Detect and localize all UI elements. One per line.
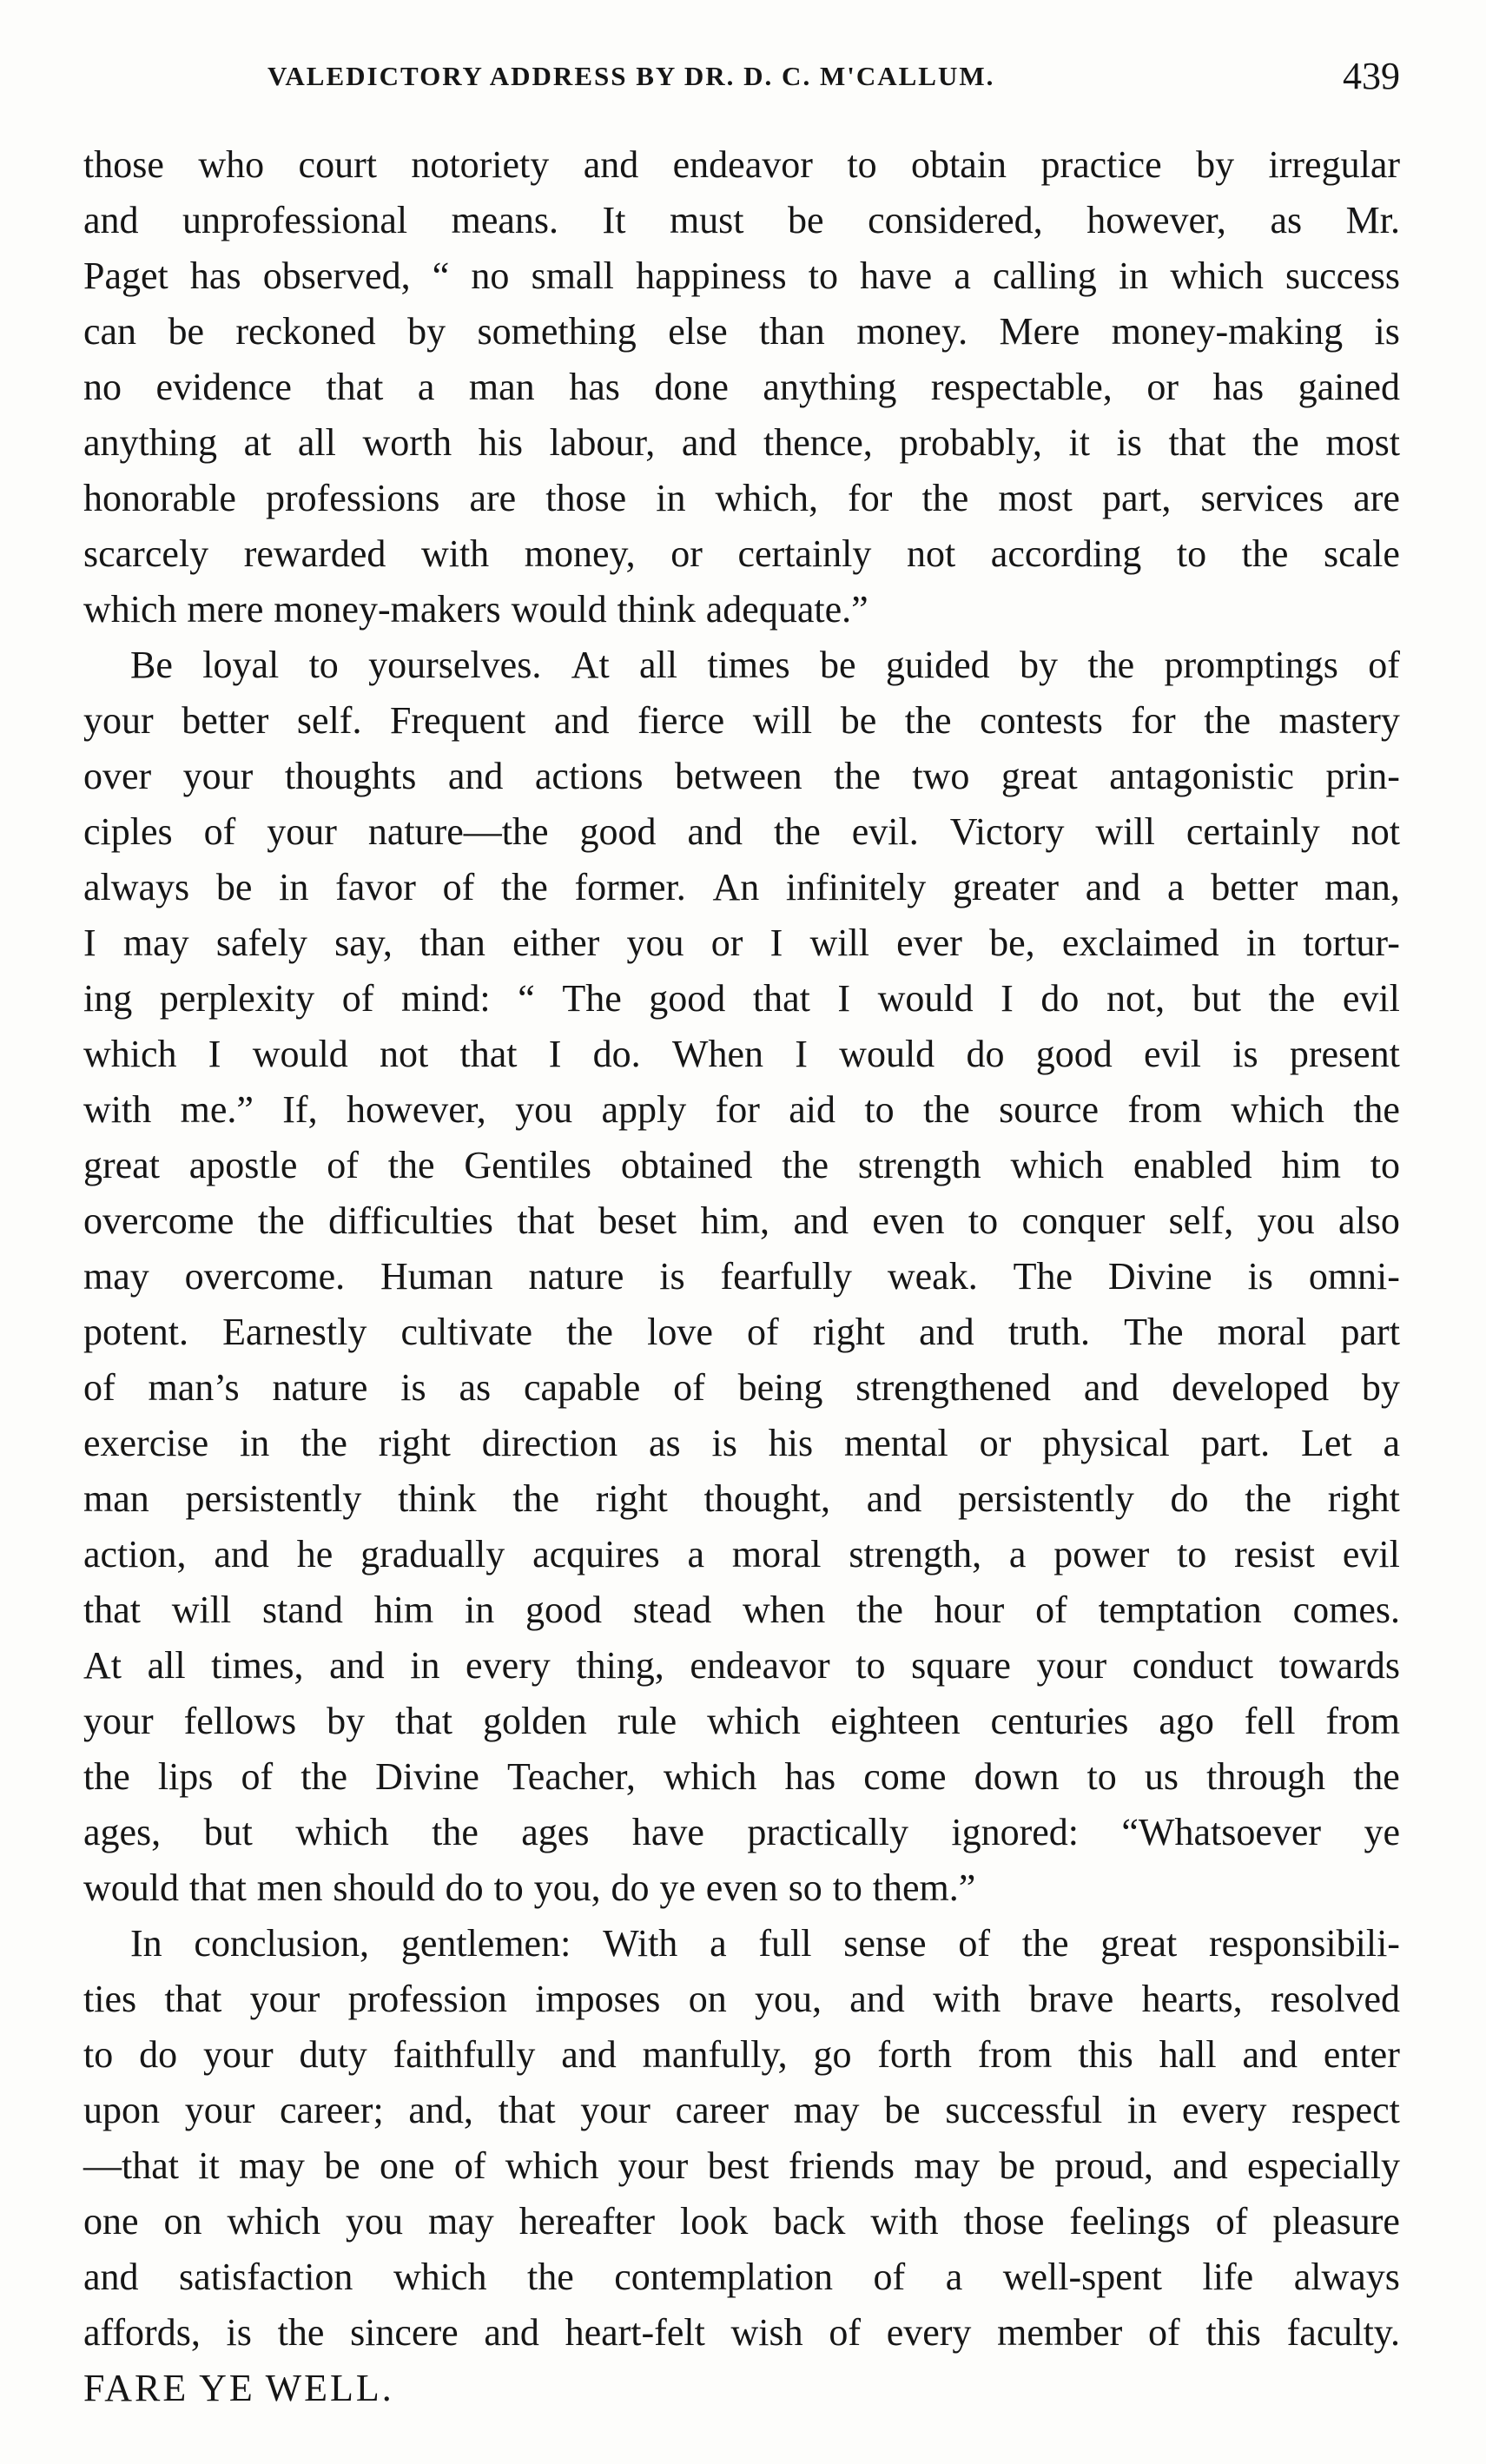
text-line: Be loyal to yourselves. At all times be guided by the promptings of xyxy=(130,644,1400,686)
text-line: action, and he gradually acquires a moral strength, a power to resist evil xyxy=(83,1533,1400,1576)
text-line: of man’s nature is as capable of being strengthened and developed by xyxy=(83,1366,1400,1409)
text-line: ing perplexity of mind: “ The good that I would I do not, but the evil xyxy=(83,977,1400,1020)
text-line: overcome the difficulties that beset him, and even to conquer self, you also xyxy=(83,1199,1400,1242)
text-line: great apostle of the Gentiles obtained the strength which enabled him to xyxy=(83,1144,1400,1186)
text-line: over your thoughts and actions between the two great antagonistic prin- xyxy=(83,755,1400,797)
text-line: At all times, and in every thing, endeavor to square your conduct towards xyxy=(83,1644,1400,1687)
text-line: always be in favor of the former. An infinitely greater and a better man, xyxy=(83,866,1400,908)
text-line: —that it may be one of which your best friends may be proud, and especially xyxy=(83,2144,1400,2187)
text-line: ties that your profession imposes on you, and with brave hearts, resolved xyxy=(83,1978,1400,2020)
text-line: can be reckoned by something else than money. Mere money-making is xyxy=(83,310,1400,353)
text-line: anything at all worth his labour, and thence, probably, it is that the most xyxy=(83,421,1400,464)
text-line: ciples of your nature—the good and the evil. Victory will certainly not xyxy=(83,810,1400,853)
text-line: man persistently think the right thought, and persistently do the right xyxy=(83,1477,1400,1520)
text-line: may overcome. Human nature is fearfully weak. The Divine is omni- xyxy=(83,1255,1400,1298)
text-line: would that men should do to you, do ye even so to them.” xyxy=(83,1866,976,1909)
running-head: VALEDICTORY ADDRESS BY DR. D. C. M'CALLUM. xyxy=(267,61,995,91)
text-line: no evidence that a man has done anything respectable, or has gained xyxy=(83,366,1400,408)
text-line: to do your duty faithfully and manfully, go forth from this hall and enter xyxy=(83,2033,1400,2076)
text-line: which I would not that I do. When I would do good evil is present xyxy=(83,1033,1400,1075)
text-line: your fellows by that golden rule which eighteen centuries ago fell from xyxy=(83,1700,1400,1742)
text-line: with me.” If, however, you apply for aid to the source from which the xyxy=(83,1088,1400,1131)
text-line: that will stand him in good stead when the hour of temptation comes. xyxy=(83,1589,1400,1631)
text-line: and satisfaction which the contemplation of a well-spent life always xyxy=(83,2256,1400,2298)
text-line: and unprofessional means. It must be considered, however, as Mr. xyxy=(83,199,1400,241)
text-line: one on which you may hereafter look back with those feelings of pleasure xyxy=(83,2200,1400,2243)
text-line: ages, but which the ages have practically ignored: “Whatsoever ye xyxy=(83,1811,1400,1853)
text-line: your better self. Frequent and fierce will be the contests for the mastery xyxy=(83,699,1400,742)
text-line: honorable professions are those in which, for the most part, services are xyxy=(83,477,1400,519)
page-header xyxy=(83,54,1400,115)
text-line: FARE YE WELL. xyxy=(83,2367,394,2409)
text-line: I may safely say, than either you or I will ever be, exclaimed in tortur- xyxy=(83,922,1400,964)
text-line: upon your career; and, that your career may be successful in every respect xyxy=(83,2089,1400,2131)
text-line: scarcely rewarded with money, or certainly not according to the scale xyxy=(83,532,1400,575)
text-line: In conclusion, gentlemen: With a full sense of the great responsibili- xyxy=(130,1922,1400,1965)
page-number: 439 xyxy=(1343,55,1400,97)
text-line: those who court notoriety and endeavor to obtain practice by irregular xyxy=(83,143,1400,186)
text-line: affords, is the sincere and heart-felt wish of every member of this faculty. xyxy=(83,2311,1400,2354)
text-line: which mere money-makers would think adequate.” xyxy=(83,588,868,631)
text-line: Paget has observed, “ no small happiness to have a calling in which success xyxy=(83,254,1400,297)
text-line: the lips of the Divine Teacher, which has come down to us through the xyxy=(83,1755,1400,1798)
text-line: exercise in the right direction as is his mental or physical part. Let a xyxy=(83,1422,1400,1464)
body-text xyxy=(83,137,1400,2416)
text-line: potent. Earnestly cultivate the love of right and truth. The moral part xyxy=(83,1311,1400,1353)
